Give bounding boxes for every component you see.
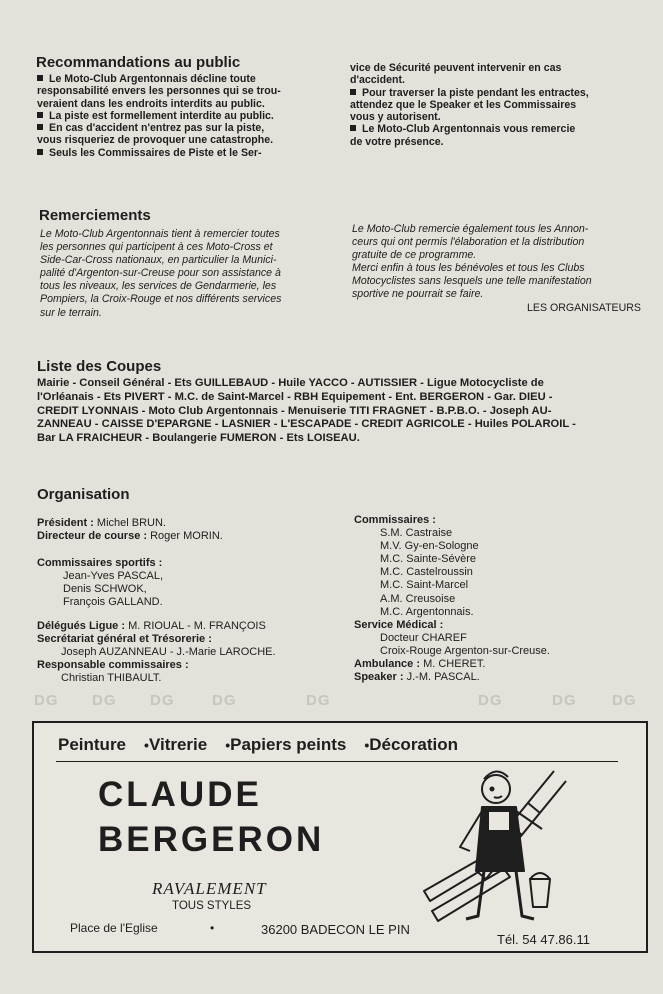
commissaire-club: M.C. Castelroussin: [380, 566, 473, 579]
bullet-square-icon: [350, 89, 356, 95]
text-line: ceurs qui ont permis l'élaboration et la distribution: [352, 236, 585, 249]
text-line: Le Moto-Club Argentonnais vous remercie: [350, 123, 640, 135]
service-peinture: Peinture: [58, 735, 127, 754]
text-line: Bar LA FRAICHEUR - Boulangerie FUMERON - Ets LOISEAU.: [37, 432, 360, 445]
commissaire-club: S.M. Castraise: [380, 527, 453, 540]
delegues-row: Délégués Ligue : M. RIOUAL - M. FRANÇOIS: [37, 619, 266, 632]
commissaire-club: M.V. Gy-en-Sologne: [380, 540, 479, 553]
text-line: La piste est formellement interdite au public.: [37, 110, 327, 122]
text-line: gratuite de ce programme.: [352, 249, 477, 262]
text-line: palité d'Argenton-sur-Creuse pour son assistance à: [40, 267, 281, 280]
recommandations-title: Recommandations au public: [36, 54, 241, 71]
bullet-square-icon: [350, 125, 356, 131]
recommandations-left: [37, 73, 327, 159]
organisation-left: [37, 517, 337, 685]
president-row: Président : Michel BRUN.: [37, 517, 166, 529]
text-line: CREDIT LYONNAIS - Moto Club Argentonnais - Menuiserie TITI FRAGNET - B.P.B.O. - Joseph AU-: [37, 404, 552, 417]
ambulance-row: Ambulance : M. CHERET.: [354, 658, 486, 671]
company-name-first: CLAUDE: [98, 775, 262, 814]
secretariat-label: Secrétariat général et Trésorerie :: [37, 632, 212, 645]
service-vitrerie: Vitrerie: [148, 735, 208, 754]
watermark-logo: DG: [478, 692, 503, 709]
company-name-last: BERGERON: [98, 820, 325, 859]
text-line: d'accident.: [350, 74, 405, 87]
recommandations-right: [350, 62, 640, 148]
text-line: Seuls les Commissaires de Piste et le Ser-: [37, 147, 327, 159]
text-line: Pour traverser la piste pendant les entractes,: [350, 87, 640, 99]
bullet-icon: •: [225, 737, 231, 753]
medical-name: Docteur CHAREF: [380, 631, 467, 644]
text-line: vous risqueriez de provoquer une catastrophe.: [37, 134, 274, 147]
commissaire-club: M.C. Argentonnais.: [380, 605, 474, 618]
responsable-label: Responsable commissaires :: [37, 658, 189, 671]
sportifs-label: Commissaires sportifs :: [37, 557, 163, 570]
speaker-row: Speaker : J.-M. PASCAL.: [354, 671, 480, 684]
organisation-title: Organisation: [37, 486, 130, 503]
text-line: Pompiers, la Croix-Rouge et nos différents services: [40, 293, 282, 306]
text-line: vous y autorisent.: [350, 111, 441, 124]
bullet-icon: •: [144, 737, 149, 753]
text-line: Le Moto-Club Argentonnais tient à remercier toutes: [40, 228, 280, 240]
bullet-square-icon: [37, 124, 43, 130]
commissaire-club: A.M. Creusoise: [380, 592, 456, 605]
text-line: Mairie - Conseil Général - Ets GUILLEBAUD - Huile YACCO - AUTISSIER - Ligue Motocycliste de: [37, 377, 544, 389]
text-line: ZANNEAU - CAISSE D'EPARGNE - LASNIER - L'ESCAPADE - CREDIT AGRICOLE - Huiles POLAROIL -: [37, 418, 576, 431]
text-line: responsabilité envers les personnes qui se trou-: [37, 85, 281, 98]
medical-label: Service Médical :: [354, 618, 444, 631]
coupes-title: Liste des Coupes: [37, 358, 162, 375]
remerciements-left: [40, 228, 325, 320]
watermark-logo: DG: [92, 692, 117, 709]
sportif-name: Jean-Yves PASCAL,: [63, 570, 164, 583]
address: 36200 BADECON LE PIN: [261, 922, 410, 937]
watermark-logo: DG: [612, 692, 637, 709]
sportif-name: François GALLAND.: [63, 596, 163, 609]
watermark-logo: DG: [306, 692, 331, 709]
medical-name: Croix-Rouge Argenton-sur-Creuse.: [380, 644, 550, 657]
directeur-row: Directeur de course : Roger MORIN.: [37, 530, 223, 543]
bullet-icon: •: [364, 737, 370, 753]
watermark-logo: DG: [552, 692, 577, 709]
remerciements-title: Remerciements: [39, 207, 151, 224]
text-line: Motocyclistes sans lesquels une telle manifestation: [352, 275, 592, 288]
text-line: sportive ne pourrait se faire.: [352, 288, 484, 301]
sportif-name: Denis SCHWOK,: [63, 583, 147, 596]
watermark-logo: DG: [150, 692, 175, 709]
text-line: de votre présence.: [350, 135, 444, 148]
text-line: tous les niveaux, les services de Gendarmerie, les: [40, 280, 277, 293]
service-papiers: Papiers peints: [230, 735, 347, 754]
ravalement-label: RAVALEMENT: [152, 879, 267, 898]
text-line: Le Moto-Club remercie également tous les Annon-: [352, 223, 589, 235]
painter-illustration-icon: [404, 751, 604, 931]
watermark-logo: DG: [212, 692, 237, 709]
commissaire-club: M.C. Saint-Marcel: [380, 579, 469, 592]
text-line: les personnes qui participent à ces Moto-Cross et: [40, 241, 273, 254]
text-line: attendez que le Speaker et les Commissaires: [350, 98, 577, 111]
text-line: veraient dans les endroits interdits au public.: [37, 97, 265, 110]
tous-styles-label: TOUS STYLES: [172, 900, 252, 912]
phone: Tél. 54 47.86.11: [497, 932, 590, 947]
place-label: Place de l'Eglise: [70, 921, 158, 935]
organisation-right: [354, 514, 634, 684]
advertisement: [32, 721, 648, 953]
bullet-square-icon: [37, 149, 43, 155]
text-line: sur le terrain.: [40, 306, 102, 319]
service-decoration: Décoration: [369, 735, 459, 754]
text-line: l'Orléanais - Ets PIVERT - M.C. de Saint-Marcel - RBH Equipement - Ent. BERGERON - Gar. DIEU -: [37, 390, 553, 403]
bullet-square-icon: [37, 75, 43, 81]
watermark-logo: DG: [34, 692, 59, 709]
commissaires-label: Commissaires :: [354, 514, 436, 526]
remerciements-right: [352, 223, 647, 315]
bullet-square-icon: [37, 112, 43, 118]
responsable-name: Christian THIBAULT.: [61, 671, 162, 684]
text-line: Merci enfin à tous les bénévoles et tous les Clubs: [352, 262, 585, 275]
coupes-list: [37, 377, 649, 446]
text-line: Side-Car-Cross nationaux, en particulier la Munici-: [40, 254, 277, 267]
text-line: Le Moto-Club Argentonnais décline toute: [37, 73, 327, 85]
signature: LES ORGANISATEURS: [526, 301, 641, 314]
text-line: En cas d'accident n'entrez pas sur la piste,: [37, 122, 327, 134]
text-line: vice de Sécurité peuvent intervenir en cas: [350, 62, 562, 74]
secretariat-names: Joseph AUZANNEAU - J.-Marie LAROCHE.: [61, 645, 276, 658]
commissaire-club: M.C. Sainte-Sévère: [380, 553, 476, 566]
bullet-icon: •: [210, 921, 215, 935]
